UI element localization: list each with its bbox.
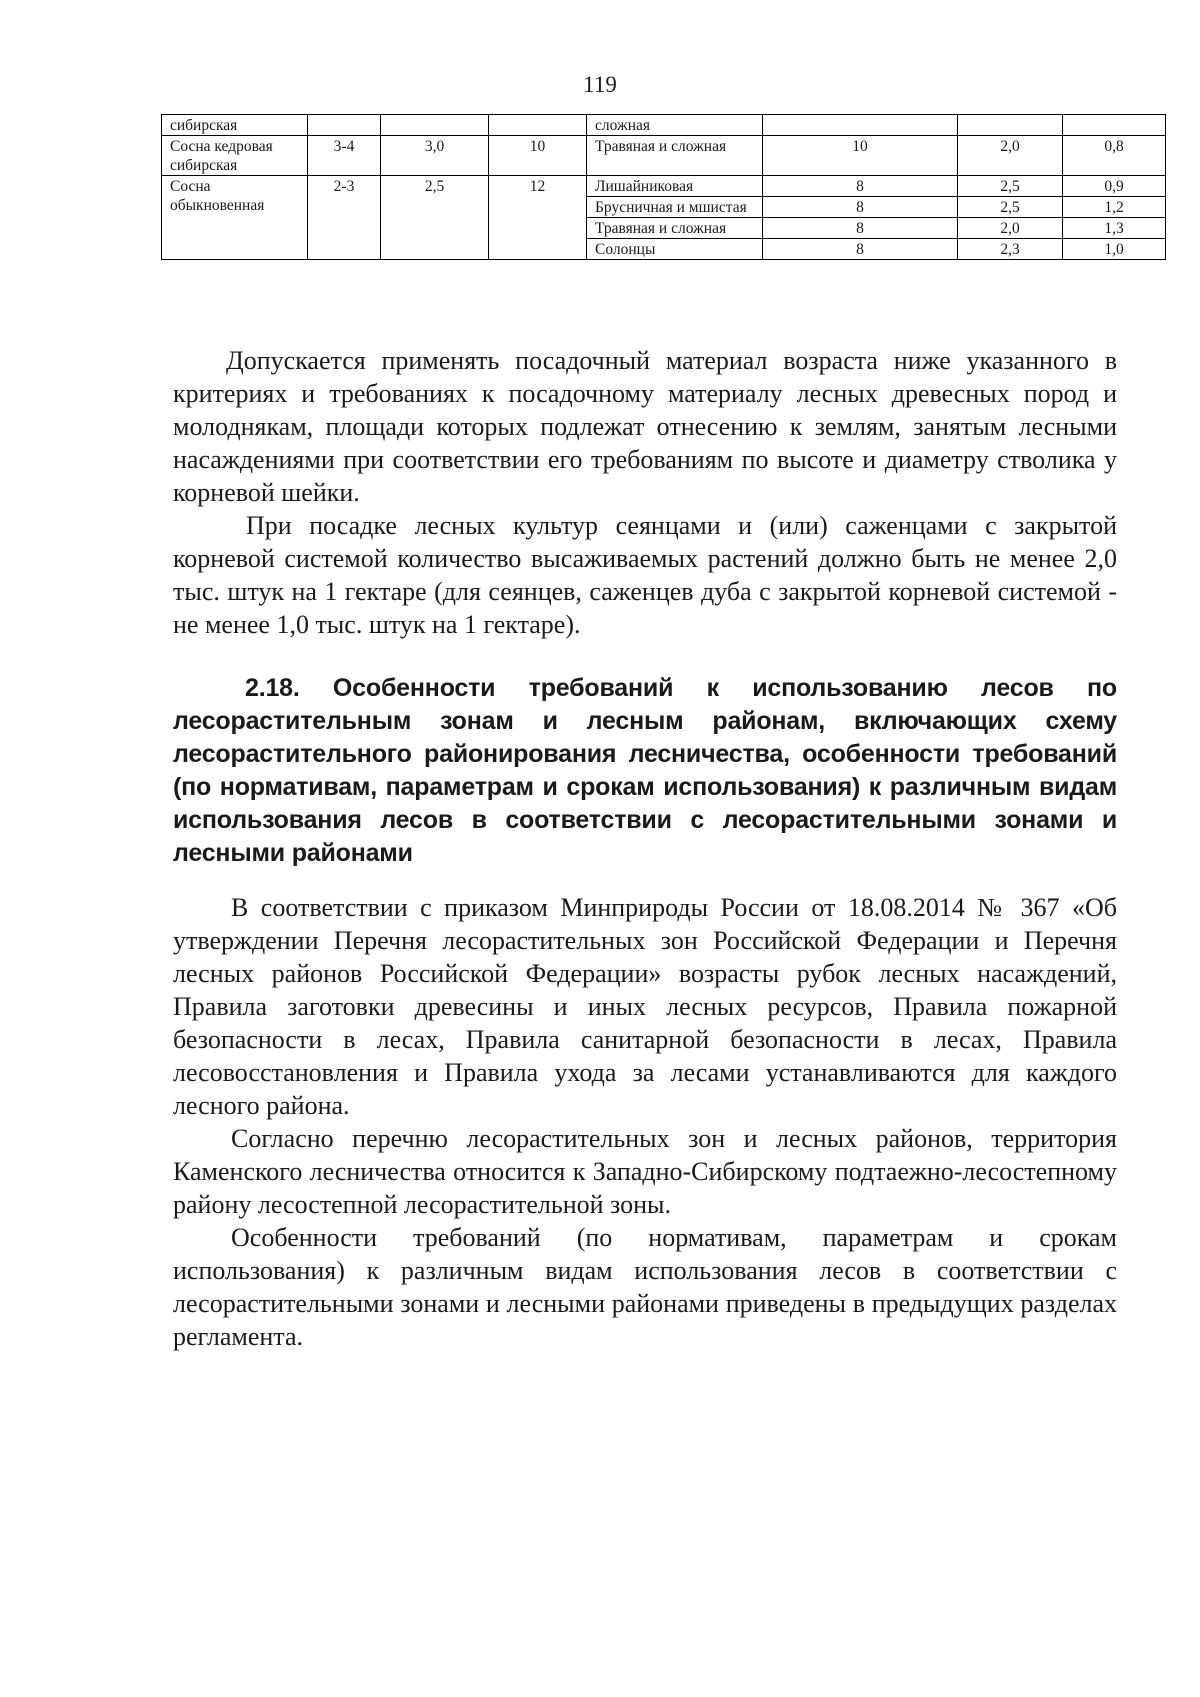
paragraphs-top <box>173 344 1117 641</box>
table-row <box>162 176 1166 197</box>
table-cell <box>381 115 489 136</box>
table-cell: сложная <box>587 115 763 136</box>
table-cell: 1,3 <box>1063 218 1166 239</box>
table-cell <box>1063 115 1166 136</box>
table-cell: 8 <box>763 197 958 218</box>
table-cell <box>763 115 958 136</box>
table-cell: 10 <box>763 136 958 176</box>
table-cell: 2,5 <box>958 176 1063 197</box>
paragraphs-bottom <box>173 891 1117 1353</box>
page-number: 119 <box>583 72 617 97</box>
table-cell: 10 <box>489 136 587 176</box>
table-cell <box>308 115 381 136</box>
table-cell: Лишайниковая <box>587 176 763 197</box>
paragraph: Согласно перечню лесорастительных зон и лесных районов, территория Каменского лесничества относится к Западно-Сибирскому подтаежно-лесостепному району лесостепной лесорастительной зоны. <box>173 1124 1117 1219</box>
table-cell: Травяная и сложная <box>587 136 763 176</box>
table-cell: 0,8 <box>1063 136 1166 176</box>
paragraph: При посадке лесных культур сеянцами и (или) саженцами с закрытой корневой системой количество высаживаемых растений должно быть не менее 2,0 тыс. штук на 1 гектаре (для сеянцев, саженцев дуба с закрытой корневой системой - не менее 1,0 тыс. штук на 1 гектаре). <box>173 511 1117 639</box>
table-cell: Сосна обыкновенная <box>162 176 308 260</box>
table-cell: 8 <box>763 239 958 260</box>
table-row <box>162 136 1166 176</box>
table-cell: 2,3 <box>958 239 1063 260</box>
table-cell <box>958 115 1063 136</box>
table-cell: 2,5 <box>958 197 1063 218</box>
table-cell: 3-4 <box>308 136 381 176</box>
table-cell: 2-3 <box>308 176 381 260</box>
table-cell: 12 <box>489 176 587 260</box>
regulation-table <box>161 114 1166 260</box>
table-cell <box>489 115 587 136</box>
table-cell: 2,5 <box>381 176 489 260</box>
table-cell: 8 <box>763 218 958 239</box>
table-cell: Брусничная и мшистая <box>587 197 763 218</box>
table-cell: 8 <box>763 176 958 197</box>
paragraph: Допускается применять посадочный материал возраста ниже указанного в критериях и требованиях к посадочному материалу лесных древесных пород и молоднякам, площади которых подлежат отнесению к землям, занятым лесными насаждениями при соответствии его требованиям по высоте и диаметру стволика у корневой шейки. <box>173 346 1117 507</box>
table-cell: Солонцы <box>587 239 763 260</box>
table-cell: Травяная и сложная <box>587 218 763 239</box>
table-cell: 2,0 <box>958 218 1063 239</box>
paragraph: Особенности требований (по нормативам, параметрам и срокам использования) к различным видам использования лесов в соответствии с лесорастительными зонами и лесными районами приведены в предыдущих разделах регламента. <box>173 1223 1117 1351</box>
table-cell: 0,9 <box>1063 176 1166 197</box>
table-row <box>162 115 1166 136</box>
paragraph: В соответствии с приказом Минприроды России от 18.08.2014 № 367 «Об утверждении Перечня лесорастительных зон Российской Федерации и Перечня лесных районов Российской Федерации» возрасты рубок лесных насаждений, Правила заготовки древесины и иных лесных ресурсов, Правила пожарной безопасности в лесах, Правила санитарной безопасности в лесах, Правила лесовосстановления и Правила ухода за лесами устанавливаются для каждого лесного района. <box>173 893 1117 1120</box>
section-heading: 2.18. Особенности требований к использованию лесов по лесорастительным зонам и лесным районам, включающих схему лесорастительного районирования лесничества, особенности требований (по нормативам, параметрам и срокам использования) к различным видам использования лесов в соответствии с лесорастительными зонами и лесными районами <box>173 674 1117 867</box>
table-cell: 1,0 <box>1063 239 1166 260</box>
table-cell: сибирская <box>162 115 308 136</box>
table-cell: Сосна кедровая сибирская <box>162 136 308 176</box>
table-cell: 2,0 <box>958 136 1063 176</box>
table-cell: 1,2 <box>1063 197 1166 218</box>
table-cell: 3,0 <box>381 136 489 176</box>
